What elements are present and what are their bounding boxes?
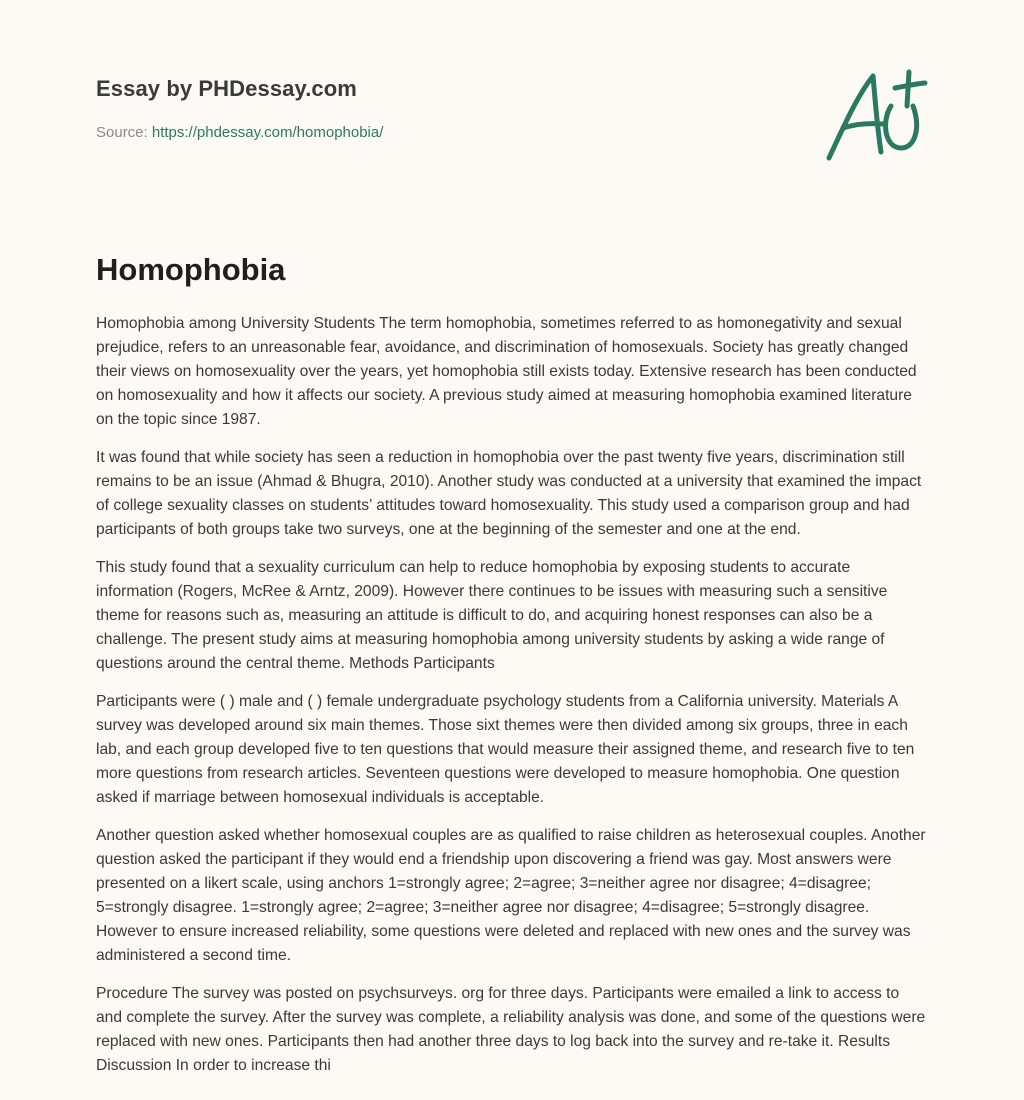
- article: [96, 200, 928, 1078]
- source-label: Source:: [96, 124, 152, 141]
- paragraph: Homophobia among University Students The term homophobia, sometimes referred to as homonegativity and sexual prejudice, refers to an unreasonable fear, avoidance, and discrimination of homosexuals. Society has greatly changed their views on homosexuality over the years, yet homophobia still exists today. Extensive research has been conducted on homosexuality and how it affects our society. A previous study aimed at measuring homophobia examined literature on the topic since 1987.: [96, 315, 917, 428]
- paragraph: It was found that while society has seen a reduction in homophobia over the past twenty five years, discrimination still remains to be an issue (Ahmad & Bhugra, 2010). Another study was conducted at a university that examined the impact of college sexuality classes on students’ attitudes toward homosexuality. This study used a comparison group and had participants of both groups take two surveys, one at the beginning of the semester and one at the end.: [96, 449, 922, 538]
- paragraph: Procedure The survey was posted on psychsurveys. org for three days. Participants were emailed a link to access to and complete the survey. After the survey was complete, a reliability analysis was done, and some of the questions were replaced with new ones. Participants then had another three days to log back into the survey and re-take it. Results Discussion In order to increase thi: [96, 985, 926, 1074]
- a-plus-logo-icon: [821, 66, 931, 166]
- page-title: Homophobia: [96, 252, 286, 287]
- paragraph: This study found that a sexuality curriculum can help to reduce homophobia by exposing students to accurate information (Rogers, McRee & Arntz, 2009). However there continues to be issues with measuring such a sensitive theme for reasons such as, measuring an attitude is difficult to do, and acquiring honest responses can also be a challenge. The present study aims at measuring homophobia among university students by asking a wide range of questions around the central theme. Methods Participants: [96, 559, 888, 672]
- source-line: [96, 124, 383, 141]
- site-title: Essay by PHDessay.com: [96, 76, 357, 101]
- paragraph: Participants were ( ) male and ( ) female undergraduate psychology students from a California university. Materials A survey was developed around six main themes. Those sixt themes were then divided among six groups, three in each lab, and each group developed five to ten questions that would measure their assigned theme, and research five to ten more questions from research articles. Seventeen questions were developed to measure homophobia. One question asked if marriage between homosexual individuals is acceptable.: [96, 693, 915, 806]
- source-link[interactable]: https://phdessay.com/homophobia/: [151, 124, 384, 141]
- paragraph: Another question asked whether homosexual couples are as qualified to raise children as heterosexual couples. Another question asked the participant if they would end a friendship upon discovering a friend was gay. Most answers were presented on a likert scale, using anchors 1=strongly agree; 2=agree; 3=neither agree nor disagree; 4=disagree; 5=strongly disagree. 1=strongly agree; 2=agree; 3=neither agree nor disagree; 4=disagree; 5=strongly disagree. However to ensure increased reliability, some questions were deleted and replaced with new ones and the survey was administered a second time.: [96, 827, 926, 964]
- header: [96, 0, 928, 200]
